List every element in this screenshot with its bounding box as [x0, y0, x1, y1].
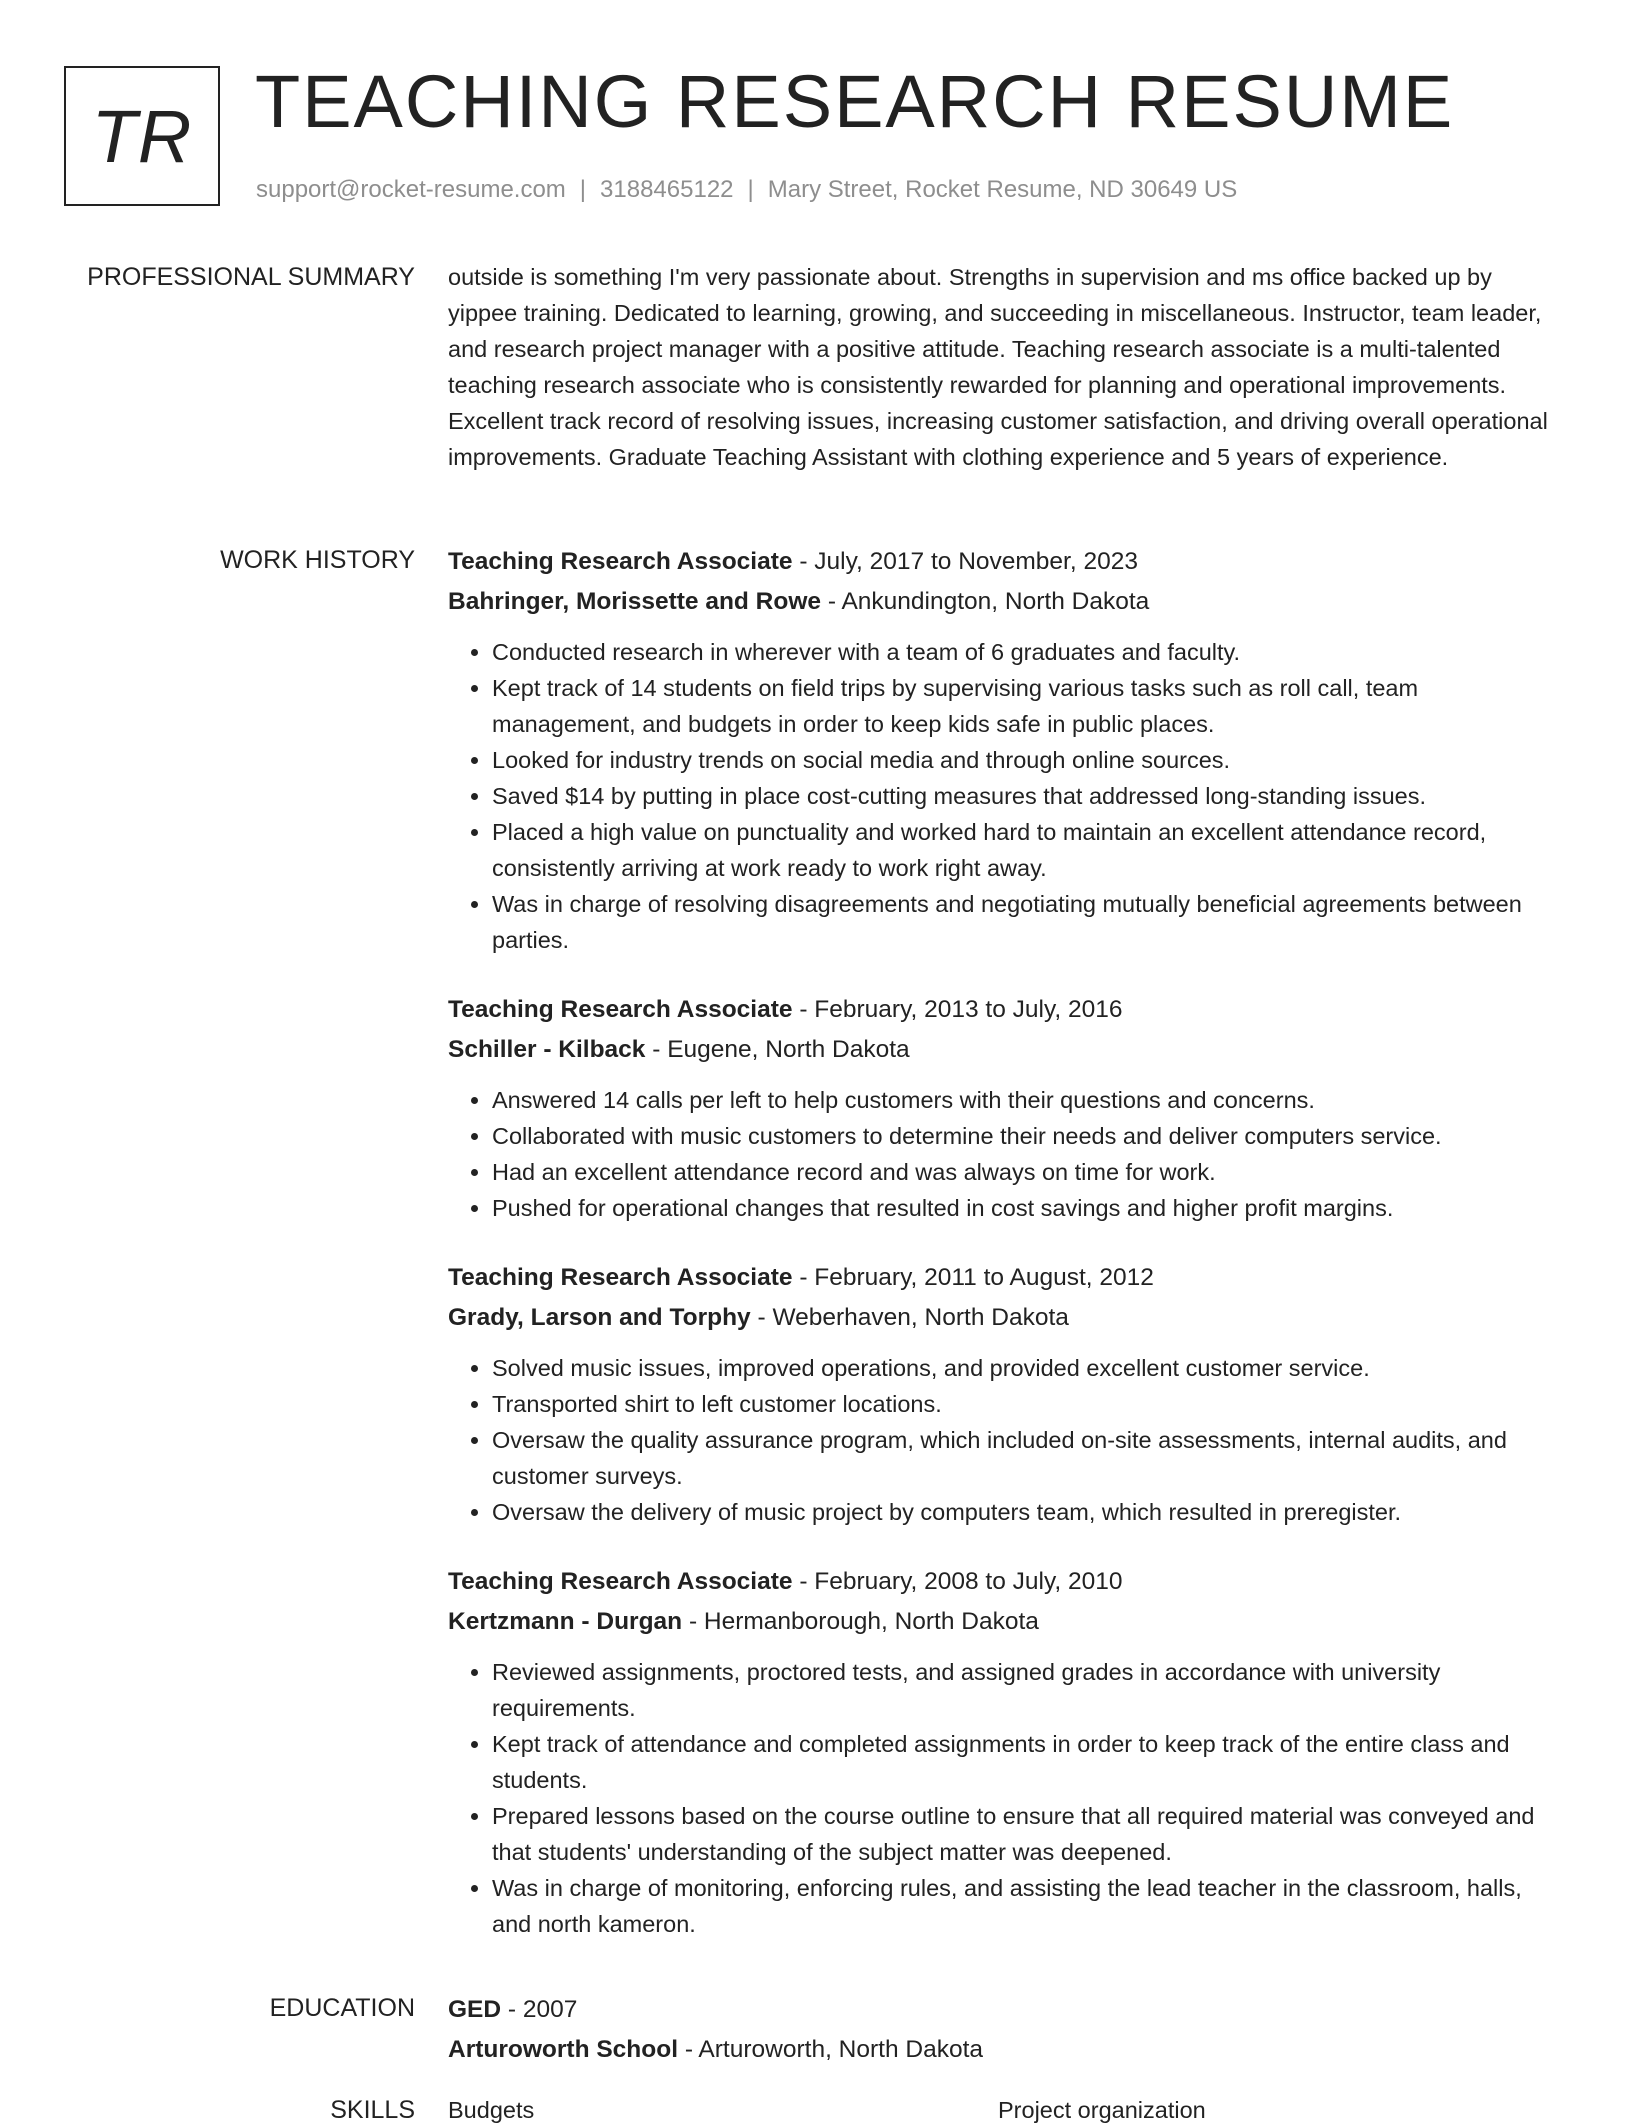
job-title-line [448, 1562, 1564, 1602]
education-location: - Arturoworth, North Dakota [678, 2036, 984, 2063]
job-bullets [448, 1654, 1564, 1942]
work-history-body [448, 542, 1564, 1974]
monogram-logo: TR [64, 66, 220, 206]
job-company-line [448, 582, 1564, 622]
job-bullet: • Pushed for operational changes that resulted in cost savings and higher profit margins. [492, 1190, 1564, 1226]
contact-email: support@rocket-resume.com [256, 176, 566, 203]
job-bullet: • Looked for industry trends on social media and through online sources. [492, 742, 1564, 778]
job-dates: - February, 2011 to August, 2012 [792, 1264, 1154, 1291]
summary-text: outside is something I'm very passionate about. Strengths in supervision and ms office backed up by yippee training. Dedicated to learning, growing, and succeeding in miscellaneous. Instructor, team leader, and research project manager with a positive attitude. Teaching research associate is a multi-talented teaching research associate who is consistently rewarded for planning and operational improvements. Excellent track record of resolving issues, increasing customer satisfaction, and driving overall operational improvements. Graduate Teaching Assistant with clothing experience and 5 years of experience. [448, 264, 1548, 470]
job-bullet: • Prepared lessons based on the course outline to ensure that all required material was conveyed and that students' understanding of the subject matter was deepened. [492, 1798, 1564, 1870]
job-company: Bahringer, Morissette and Rowe [448, 588, 822, 615]
job-entry [448, 1258, 1564, 1530]
job-bullet: • Solved music issues, improved operations, and provided excellent customer service. [492, 1350, 1564, 1386]
contact-address: Mary Street, Rocket Resume, ND 30649 US [767, 176, 1238, 203]
job-company: Kertzmann - Durgan [448, 1608, 683, 1635]
job-bullet: • Kept track of attendance and completed assignments in order to keep track of the entire class and students. [492, 1726, 1564, 1798]
job-location: - Ankundington, North Dakota [821, 588, 1150, 615]
contact-separator: | [579, 176, 587, 203]
job-company: Grady, Larson and Torphy [448, 1304, 751, 1331]
job-bullets [448, 1082, 1564, 1226]
job-bullet: • Saved $14 by putting in place cost-cutting measures that addressed long-standing issues. [492, 778, 1564, 814]
education-label: EDUCATION [269, 1994, 415, 2022]
summary-body [448, 259, 1564, 475]
skills-label: SKILLS [330, 2096, 415, 2124]
job-title: Teaching Research Associate [448, 1568, 793, 1595]
job-dates: - July, 2017 to November, 2023 [792, 548, 1138, 575]
job-location: - Eugene, North Dakota [645, 1036, 910, 1063]
job-title: Teaching Research Associate [448, 996, 793, 1023]
job-bullets [448, 1350, 1564, 1530]
job-title-line [448, 542, 1564, 582]
job-bullet: • Reviewed assignments, proctored tests, and assigned grades in accordance with university requirements. [492, 1654, 1564, 1726]
job-bullet: • Oversaw the quality assurance program, which included on-site assessments, internal audits, and customer surveys. [492, 1422, 1564, 1494]
job-bullet: • Collaborated with music customers to determine their needs and deliver computers service. [492, 1118, 1564, 1154]
skill-item: Project organization [998, 2097, 1206, 2123]
job-bullet: • Had an excellent attendance record and was always on time for work. [492, 1154, 1564, 1190]
job-bullet: • Conducted research in wherever with a team of 6 graduates and faculty. [492, 634, 1564, 670]
skill-item: Budgets [448, 2097, 535, 2123]
job-title-line [448, 1258, 1564, 1298]
contact-phone: 3188465122 [600, 176, 734, 203]
education-school-line [448, 2030, 1564, 2070]
education-degree: GED [448, 1996, 502, 2023]
education-year: - 2007 [501, 1996, 578, 2023]
education-school: Arturoworth School [448, 2036, 679, 2063]
education-body [448, 1990, 1564, 2070]
job-entry [448, 1562, 1564, 1942]
summary-label: PROFESSIONAL SUMMARY [87, 263, 415, 291]
job-location: - Hermanborough, North Dakota [682, 1608, 1039, 1635]
job-location: - Weberhaven, North Dakota [750, 1304, 1069, 1331]
job-bullet: • Kept track of 14 students on field trips by supervising various tasks such as roll call, team management, and budgets in order to keep kids safe in public places. [492, 670, 1564, 742]
job-bullet: • Was in charge of resolving disagreements and negotiating mutually beneficial agreements between parties. [492, 886, 1564, 958]
resume-title: TEACHING RESEARCH RESUME [255, 60, 1455, 143]
skills-body [448, 2092, 1564, 2128]
job-company-line [448, 1298, 1564, 1338]
job-title-line [448, 990, 1564, 1030]
job-company-line [448, 1602, 1564, 1642]
job-title: Teaching Research Associate [448, 548, 793, 575]
job-dates: - February, 2008 to July, 2010 [792, 1568, 1123, 1595]
job-entry [448, 990, 1564, 1226]
job-company: Schiller - Kilback [448, 1036, 646, 1063]
job-bullet: • Was in charge of monitoring, enforcing rules, and assisting the lead teacher in the classroom, halls, and north kameron. [492, 1870, 1564, 1942]
contact-line [256, 176, 1237, 204]
job-title: Teaching Research Associate [448, 1264, 793, 1291]
job-bullet: • Answered 14 calls per left to help customers with their questions and concerns. [492, 1082, 1564, 1118]
job-bullet: • Placed a high value on punctuality and worked hard to maintain an excellent attendance record, consistently arriving at work ready to work right away. [492, 814, 1564, 886]
contact-separator: | [747, 176, 754, 203]
job-company-line [448, 1030, 1564, 1070]
job-bullet: • Oversaw the delivery of music project by computers team, which resulted in preregister. [492, 1494, 1564, 1530]
job-bullets [448, 634, 1564, 958]
job-dates: - February, 2013 to July, 2016 [792, 996, 1123, 1023]
work-history-label: WORK HISTORY [220, 546, 415, 574]
job-bullet: • Transported shirt to left customer locations. [492, 1386, 1564, 1422]
education-degree-line [448, 1990, 1564, 2030]
job-entry [448, 542, 1564, 958]
